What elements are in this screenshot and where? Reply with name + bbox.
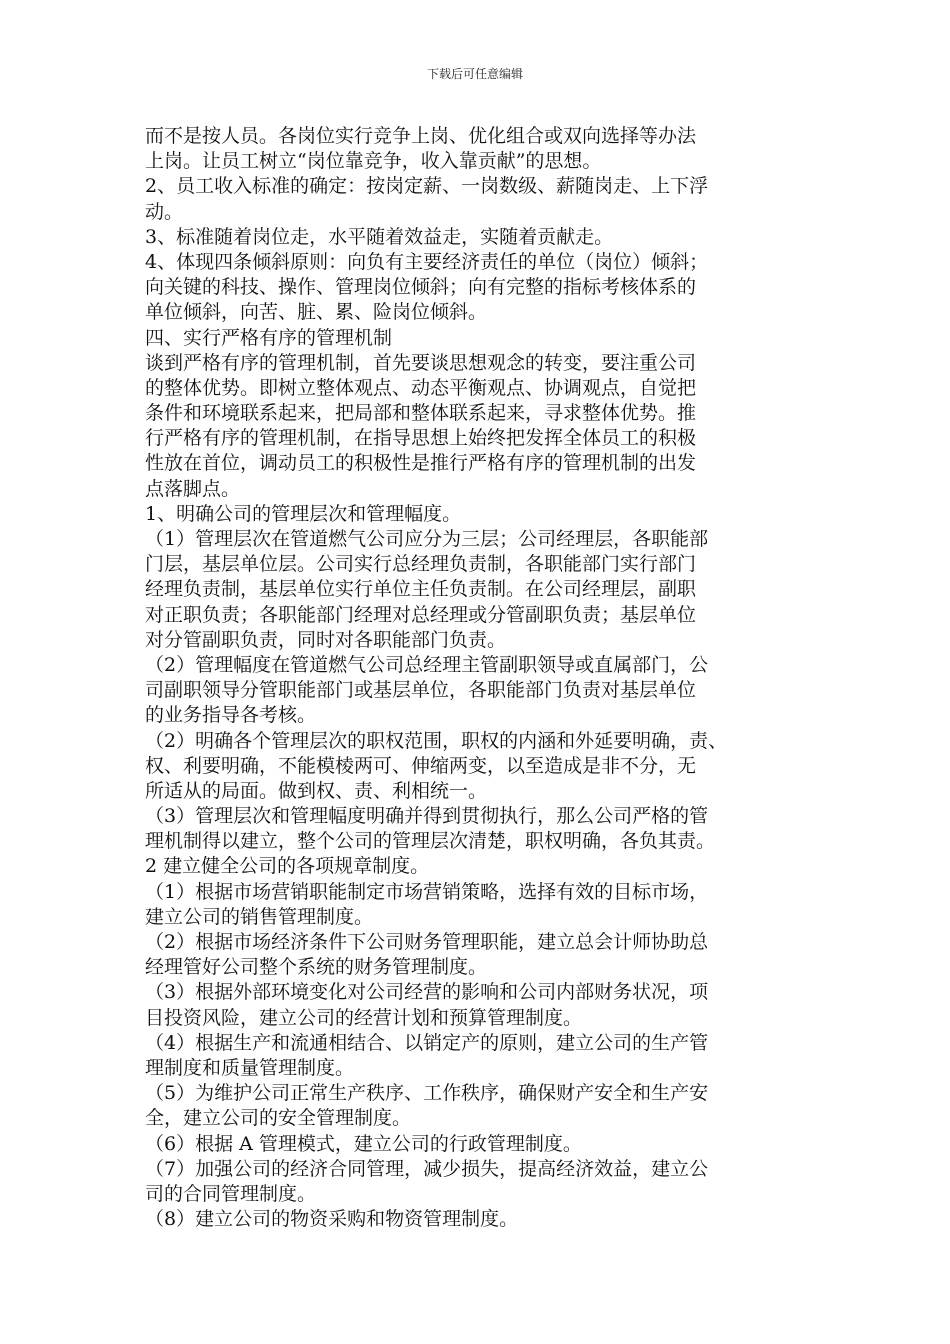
text-line: （2）明确各个管理层次的职权范围，职权的内涵和外延要明确，责、 [145, 729, 728, 752]
text-line: 谈到严格有序的管理机制，首先要谈思想观念的转变，要注重公司 [145, 351, 697, 374]
text-line: 的整体优势。即树立整体观点、动态平衡观点、协调观点，自觉把 [145, 376, 697, 399]
text-line: 条件和环境联系起来，把局部和整体联系起来，寻求整体优势。推 [145, 402, 697, 425]
text-line: （5）为维护公司正常生产秩序、工作秩序，确保财产安全和生产安 [145, 1082, 709, 1105]
text-line: 点落脚点。 [145, 477, 241, 500]
text-line: 的业务指导各考核。 [145, 704, 317, 727]
text-line: 向关键的科技、操作、管理岗位倾斜；向有完整的指标考核体系的 [145, 276, 697, 299]
text-line: 2 建立健全公司的各项规章制度。 [145, 855, 430, 878]
text-line: （6）根据 A 管理模式，建立公司的行政管理制度。 [145, 1132, 582, 1155]
text-line: 经理管好公司整个系统的财务管理制度。 [145, 956, 488, 979]
text-line: （2）根据市场经济条件下公司财务管理职能，建立总会计师协助总 [145, 931, 709, 953]
text-line: 经理负责制，基层单位实行单位主任负责制。在公司经理层，副职 [145, 578, 697, 601]
page-header: 下载后可任意编辑 [426, 67, 523, 81]
text-line: 对正职负责；各职能部门经理对总经理或分管副职负责；基层单位 [145, 603, 697, 626]
text-line: （1）管理层次在管道燃气公司应分为三层；公司经理层，各职能部 [145, 528, 709, 550]
text-line: 行严格有序的管理机制，在指导思想上始终把发挥全体员工的积极 [145, 427, 697, 450]
text-line: （3）管理层次和管理幅度明确并得到贯彻执行，那么公司严格的管 [145, 805, 709, 828]
text-line: 建立公司的销售管理制度。 [145, 905, 374, 928]
section-heading: 四、实行严格有序的管理机制 [145, 326, 393, 349]
text-line: 司副职领导分管职能部门或基层单位，各职能部门负责对基层单位 [145, 679, 697, 702]
text-line: 所适从的局面。做到权、责、利相统一。 [145, 779, 488, 802]
text-line: 全，建立公司的安全管理制度。 [145, 1107, 412, 1130]
text-line: 对分管副职负责，同时对各职能部门负责。 [145, 628, 507, 651]
text-line: 而不是按人员。各岗位实行竞争上岗、优化组合或双向选择等办法 [145, 125, 697, 147]
text-line: （2）管理幅度在管道燃气公司总经理主管副职领导或直属部门，公 [145, 653, 709, 676]
text-line: 动。 [145, 200, 184, 223]
text-line: 1、明确公司的管理层次和管理幅度。 [145, 502, 462, 525]
document-body [145, 124, 825, 1232]
text-line: （1）根据市场营销职能制定市场营销策略，选择有效的目标市场， [145, 880, 709, 903]
text-line: 权、利要明确，不能模棱两可、伸缩两变，以至造成是非不分，无 [145, 754, 697, 777]
text-line: 目投资风险，建立公司的经营计划和预算管理制度。 [145, 1006, 583, 1029]
text-line: 司的合同管理制度。 [145, 1182, 317, 1205]
text-line: 单位倾斜，向苦、脏、累、险岗位倾斜。 [145, 301, 488, 324]
text-line: 3、标准随着岗位走，水平随着效益走，实随着贡献走。 [145, 225, 614, 248]
text-line: （7）加强公司的经济合同管理，减少损失，提高经济效益，建立公 [145, 1157, 709, 1180]
text-line: （4）根据生产和流通相结合、以销定产的原则，建立公司的生产管 [145, 1031, 709, 1054]
text-line: 性放在首位，调动员工的积极性是推行严格有序的管理机制的出发 [145, 452, 697, 475]
text-line: 上岗。让员工树立“岗位靠竞争，收入靠贡献”的思想。 [145, 150, 602, 173]
text-line: 4、体现四条倾斜原则：向负有主要经济责任的单位（岗位）倾斜； [145, 250, 709, 273]
text-line: （8）建立公司的物资采购和物资管理制度。 [145, 1208, 519, 1231]
text-line: （3）根据外部环境变化对公司经营的影响和公司内部财务状况，项 [145, 981, 709, 1004]
text-line: 理制度和质量管理制度。 [145, 1056, 355, 1079]
text-line: 2、员工收入标准的确定：按岗定薪、一岗数级、薪随岗走、上下浮 [145, 175, 709, 198]
text-line: 门层，基层单位层。公司实行总经理负责制，各职能部门实行部门 [145, 553, 697, 576]
text-line: 理机制得以建立，整个公司的管理层次清楚，职权明确，各负其责。 [145, 830, 716, 853]
